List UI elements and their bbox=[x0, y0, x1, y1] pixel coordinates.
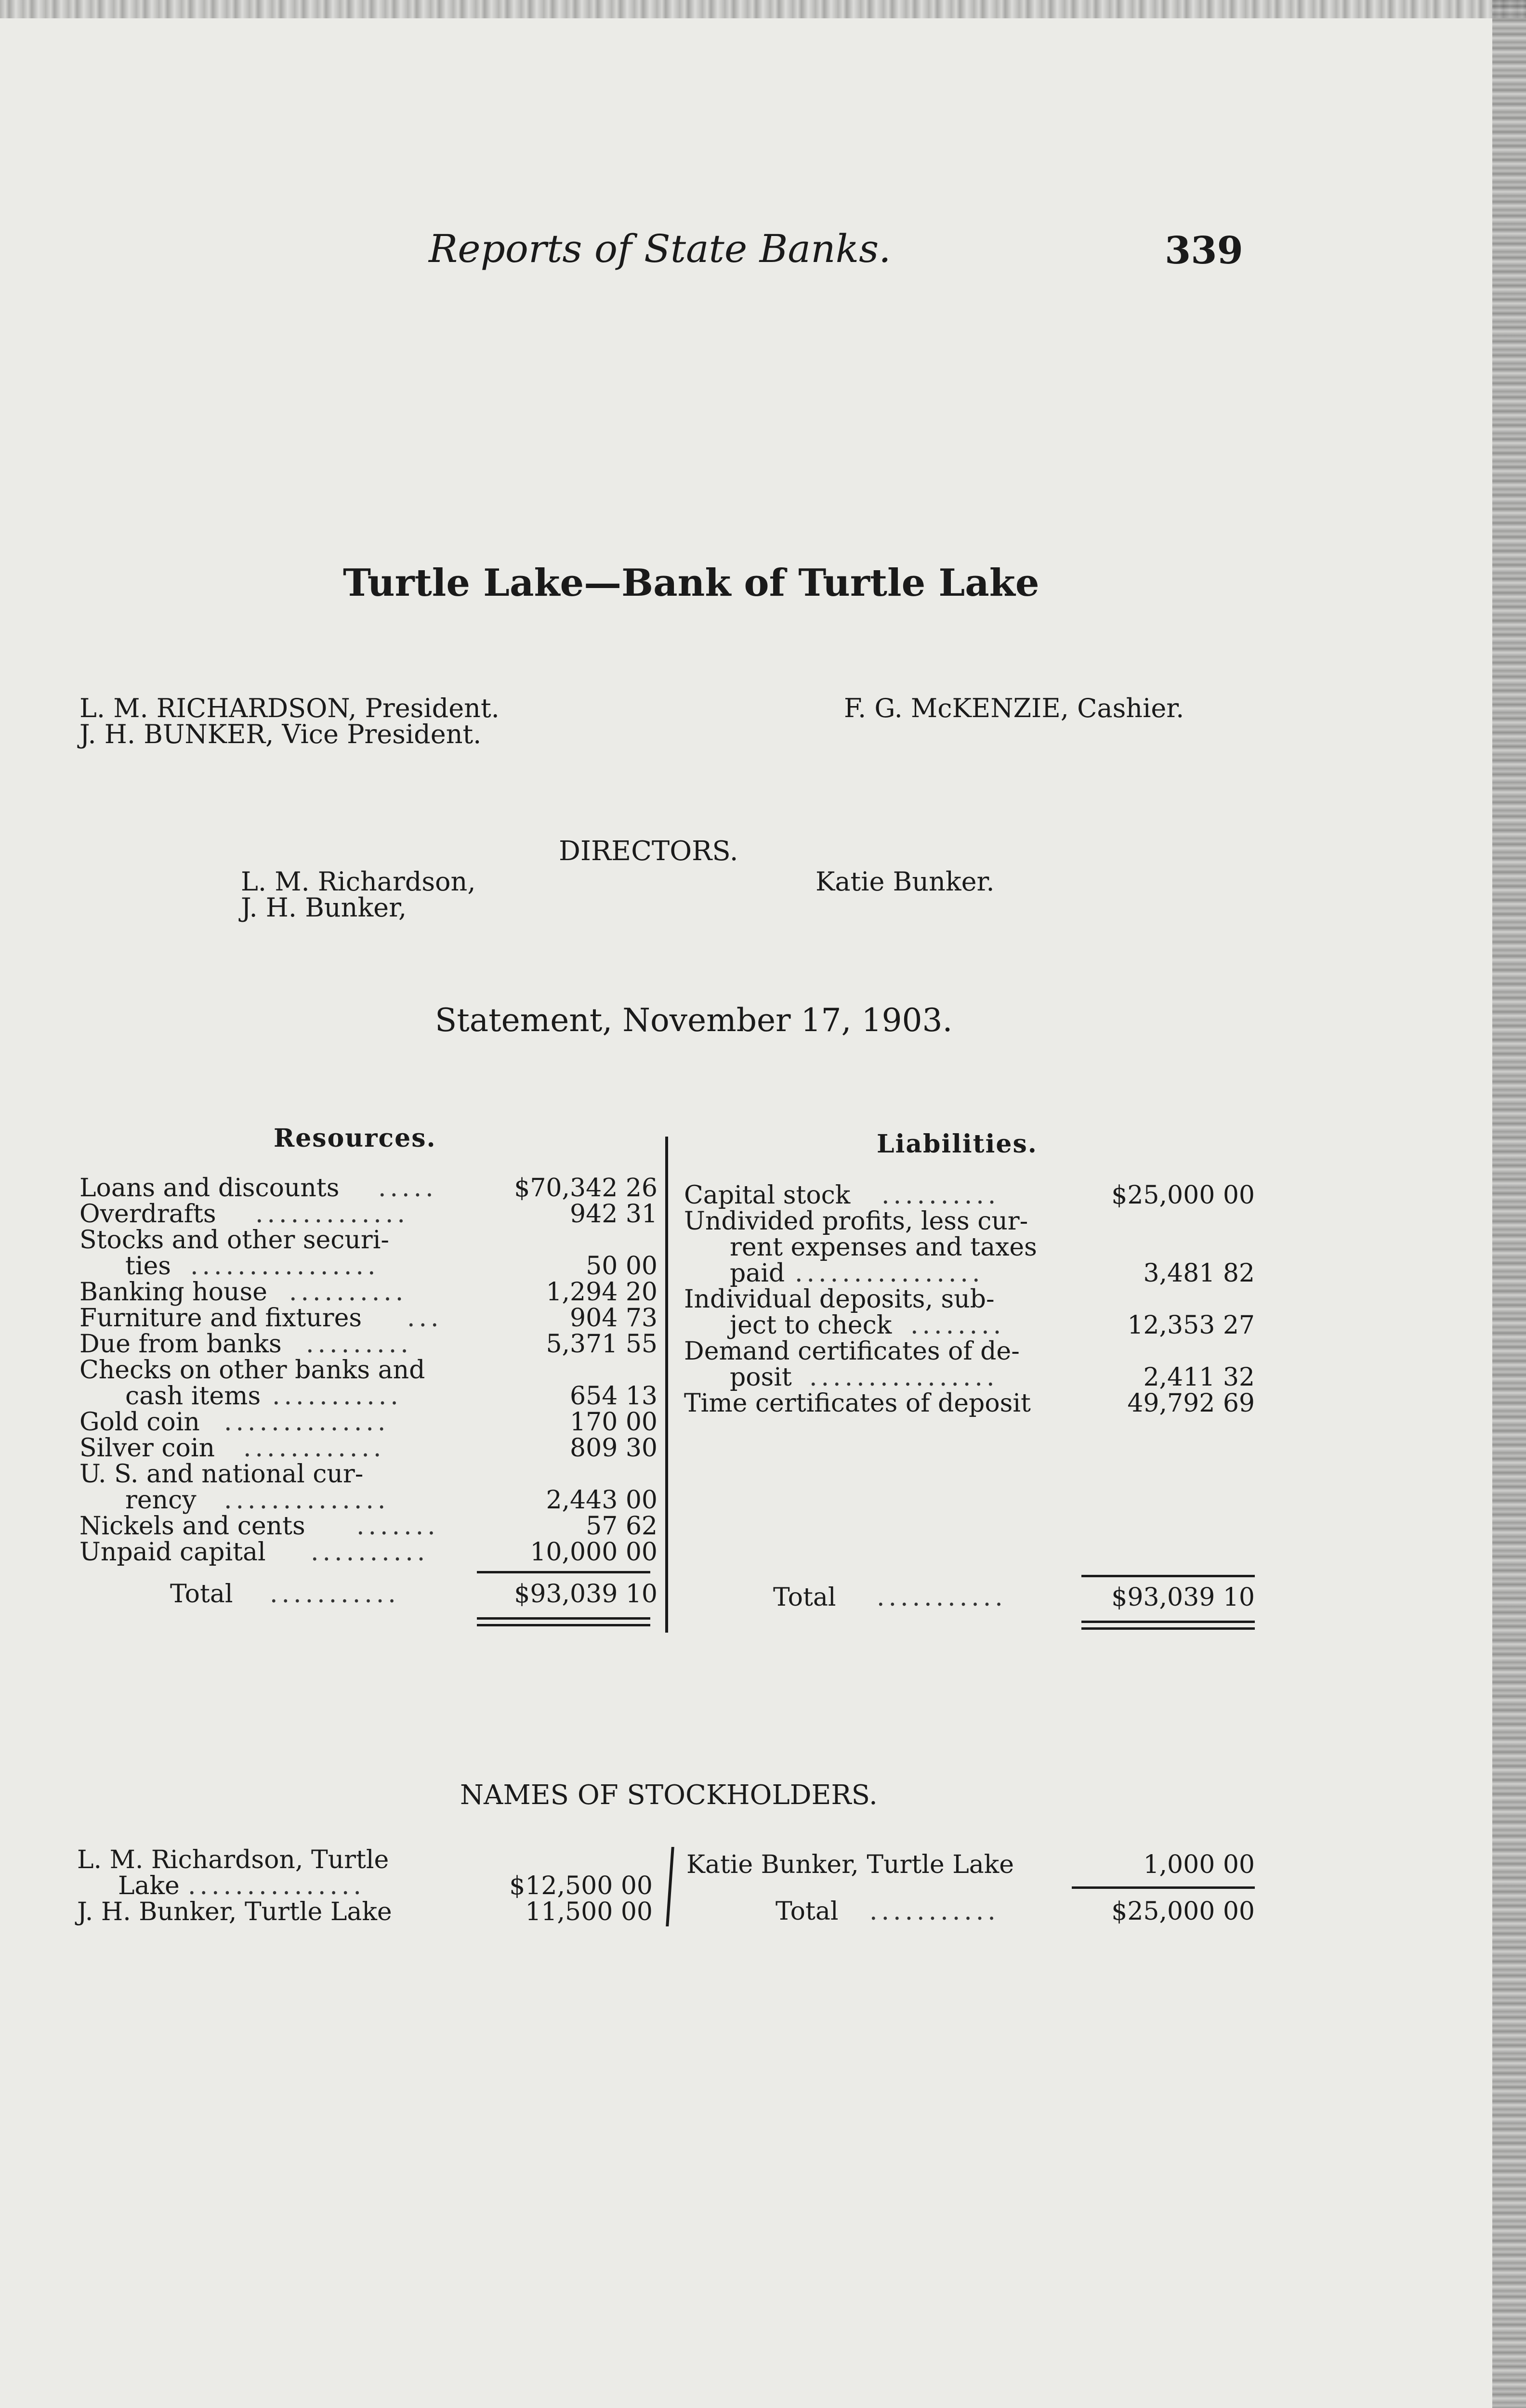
scan-top-edge bbox=[0, 0, 1526, 18]
table-row: posit ................ 2,411 32 bbox=[730, 1363, 1255, 1392]
table-row: Silver coin ............ 809 30 bbox=[79, 1434, 658, 1463]
table-row: Individual deposits, sub- bbox=[684, 1285, 995, 1314]
resources-total-label: Total bbox=[170, 1580, 233, 1609]
table-row: Nickels and cents ....... 57 62 bbox=[79, 1512, 658, 1541]
table-row: Unpaid capital .......... 10,000 00 bbox=[79, 1538, 658, 1567]
subtotal-rule bbox=[1081, 1575, 1255, 1577]
scan-right-edge bbox=[1492, 0, 1526, 2408]
running-title: Reports of State Banks. bbox=[429, 226, 891, 271]
table-row: Furniture and fixtures ... 904 73 bbox=[79, 1304, 658, 1333]
officer-cashier: F. G. McKENZIE, Cashier. bbox=[844, 693, 1184, 723]
resources-heading: Resources. bbox=[274, 1124, 436, 1153]
stockholders-total-amount: $25,000 00 bbox=[1111, 1897, 1255, 1926]
table-row: Gold coin .............. 170 00 bbox=[79, 1408, 658, 1437]
table-row: Banking house .......... 1,294 20 bbox=[79, 1278, 658, 1307]
table-row: Time certificates of deposit 49,792 69 bbox=[684, 1389, 1255, 1418]
table-row: paid ................ 3,481 82 bbox=[730, 1259, 1255, 1288]
table-row: Total ........... $93,039 10 bbox=[170, 1580, 658, 1609]
total-double-rule bbox=[477, 1624, 650, 1626]
table-row: cash items ........... 654 13 bbox=[125, 1382, 658, 1411]
table-row: Stocks and other securi- bbox=[79, 1226, 389, 1255]
directors-heading: DIRECTORS. bbox=[559, 836, 738, 867]
bank-title: Turtle Lake—Bank of Turtle Lake bbox=[343, 561, 1039, 605]
table-row: Overdrafts ............. 942 31 bbox=[79, 1200, 658, 1229]
table-row: J. H. Bunker, Turtle Lake 11,500 00 bbox=[77, 1898, 653, 1926]
resources-total-amount: $93,039 10 bbox=[514, 1580, 658, 1609]
table-row: Total ........... $93,039 10 bbox=[773, 1583, 1255, 1612]
officer-vice-president: J. H. BUNKER, Vice President. bbox=[79, 719, 482, 749]
table-row: ject to check ........ 12,353 27 bbox=[730, 1311, 1255, 1340]
table-row: Katie Bunker, Turtle Lake 1,000 00 bbox=[686, 1850, 1255, 1879]
officer-president: L. M. RICHARDSON, President. bbox=[79, 693, 500, 723]
director-name: L. M. Richardson, bbox=[241, 866, 476, 897]
table-row: rency .............. 2,443 00 bbox=[125, 1486, 658, 1515]
table-row: rent expenses and taxes bbox=[730, 1233, 1037, 1262]
column-divider bbox=[665, 1137, 668, 1633]
total-double-rule bbox=[477, 1617, 650, 1620]
table-row: U. S. and national cur- bbox=[79, 1460, 364, 1489]
liabilities-total-label: Total bbox=[773, 1583, 836, 1612]
table-row: ties ................ 50 00 bbox=[125, 1252, 658, 1281]
liabilities-heading: Liabilities. bbox=[877, 1129, 1038, 1159]
liabilities-total-amount: $93,039 10 bbox=[1111, 1583, 1255, 1612]
table-row: L. M. Richardson, Turtle bbox=[77, 1845, 389, 1874]
table-row: Lake ............... $12,500 00 bbox=[118, 1871, 653, 1900]
column-divider bbox=[666, 1847, 674, 1926]
subtotal-rule bbox=[477, 1571, 650, 1573]
director-name: J. H. Bunker, bbox=[241, 892, 407, 923]
table-row: Due from banks ......... 5,371 55 bbox=[79, 1330, 658, 1359]
stockholders-total-label: Total bbox=[776, 1897, 839, 1926]
statement-title: Statement, November 17, 1903. bbox=[435, 1002, 953, 1039]
table-row: Total ........... $25,000 00 bbox=[776, 1897, 1255, 1926]
table-row: Checks on other banks and bbox=[79, 1356, 425, 1385]
director-name: Katie Bunker. bbox=[816, 866, 995, 897]
table-row: Capital stock .......... $25,000 00 bbox=[684, 1181, 1255, 1210]
table-row: Undivided profits, less cur- bbox=[684, 1207, 1028, 1236]
table-row: Demand certificates of de- bbox=[684, 1337, 1020, 1366]
table-row: Loans and discounts ..... $70,342 26 bbox=[79, 1174, 658, 1203]
subtotal-rule bbox=[1072, 1886, 1255, 1889]
total-double-rule bbox=[1081, 1627, 1255, 1630]
stockholders-heading: NAMES OF STOCKHOLDERS. bbox=[460, 1780, 878, 1811]
total-double-rule bbox=[1081, 1621, 1255, 1623]
page-number: 339 bbox=[1165, 229, 1243, 273]
